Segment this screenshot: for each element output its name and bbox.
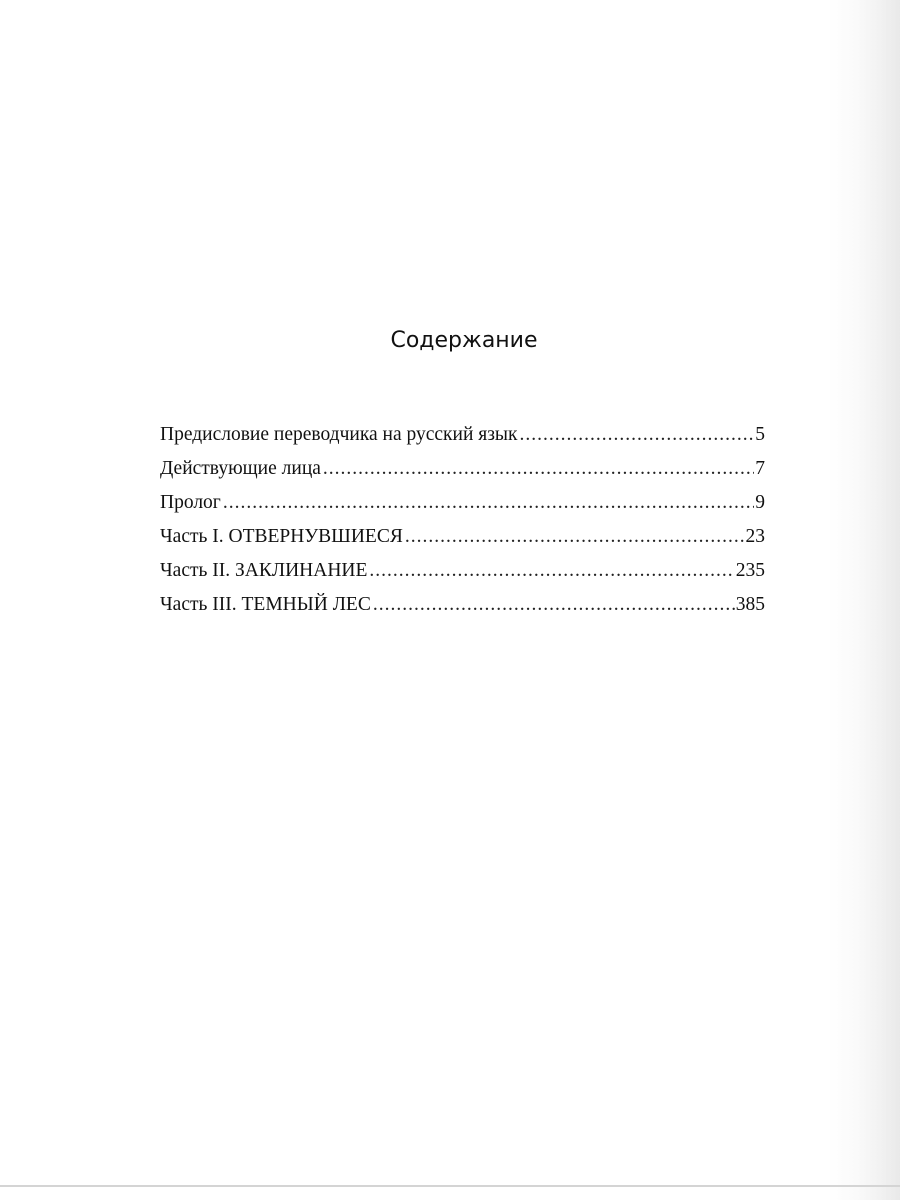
toc-entry[interactable]	[160, 424, 765, 458]
toc-entry-label: Действующие лица	[160, 458, 321, 479]
toc-dot-leader	[405, 526, 745, 548]
toc-entry-label: Предисловие переводчика на русский язык	[160, 424, 518, 445]
toc-entry-label: Пролог	[160, 492, 221, 513]
page-bottom-edge	[0, 1185, 900, 1187]
toc-entry-page: 7	[755, 458, 765, 479]
toc-list	[160, 424, 765, 628]
toc-dot-leader	[223, 492, 754, 514]
toc-entry-page: 235	[735, 560, 765, 581]
toc-dot-leader	[369, 560, 734, 582]
page-edge-shadow	[828, 0, 900, 1200]
toc-entry-page: 9	[755, 492, 765, 513]
toc-dot-leader	[323, 458, 754, 480]
toc-title: Содержание	[390, 328, 538, 353]
toc-entry[interactable]	[160, 458, 765, 492]
toc-dot-leader	[373, 594, 735, 616]
toc-dot-leader	[520, 424, 755, 446]
toc-entry[interactable]	[160, 526, 765, 560]
toc-entry-label: Часть II. ЗАКЛИНАНИЕ	[160, 560, 368, 581]
page-crease	[886, 0, 888, 1200]
toc-entry[interactable]	[160, 492, 765, 526]
toc-entry-label: Часть I. ОТВЕРНУВШИЕСЯ	[160, 526, 403, 547]
toc-entry-label: Часть III. ТЕМНЫЙ ЛЕС	[160, 594, 371, 615]
toc-entry-page: 23	[745, 526, 765, 547]
toc-entry-page: 5	[755, 424, 765, 445]
toc-entry[interactable]	[160, 594, 765, 628]
toc-entry-page: 385	[735, 594, 765, 615]
toc-entry[interactable]	[160, 560, 765, 594]
